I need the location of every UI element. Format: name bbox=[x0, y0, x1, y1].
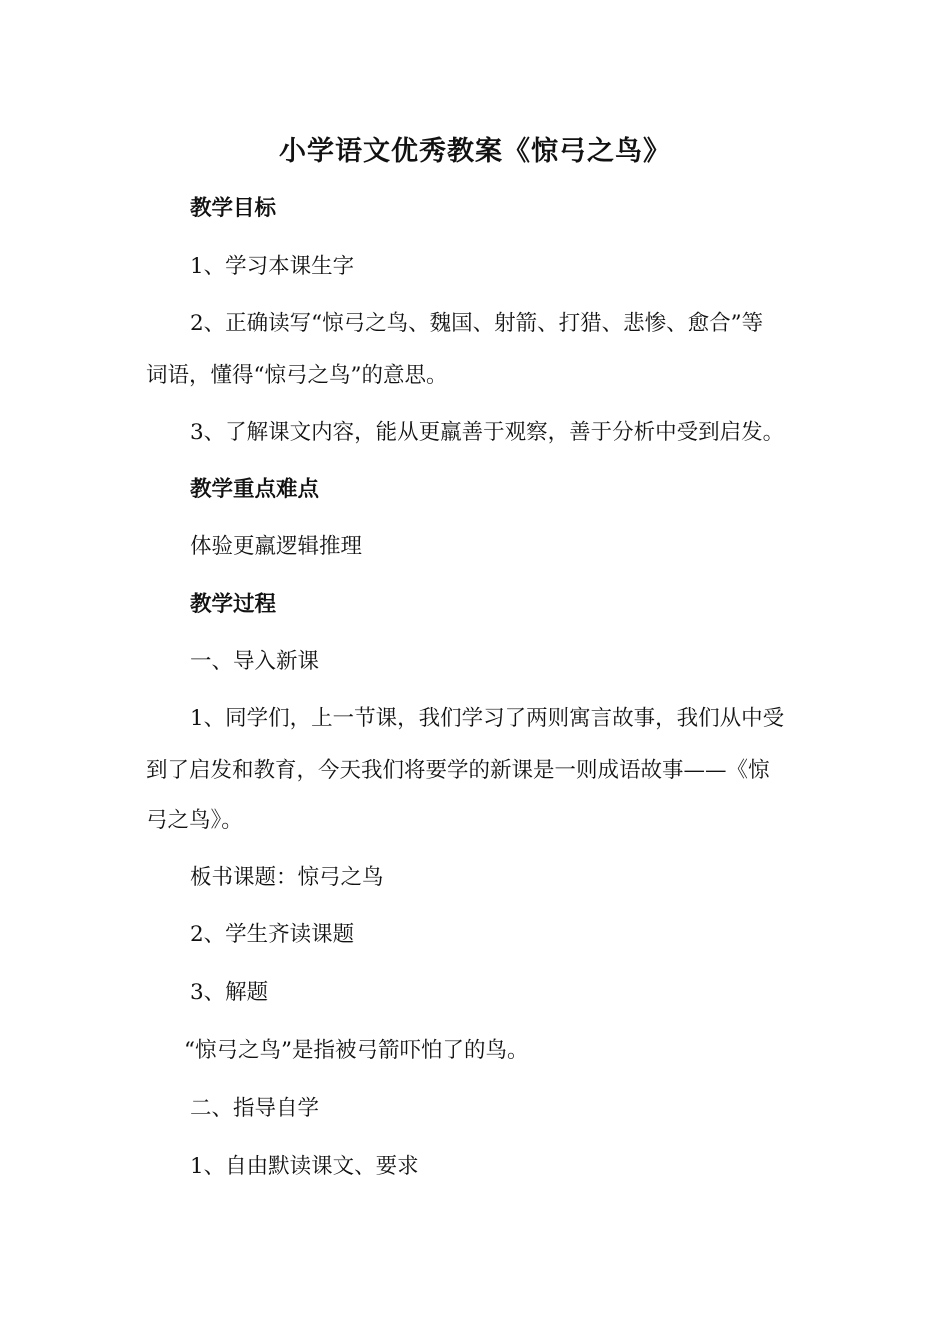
intro-paragraph-line-2: 到了启发和教育，今天我们将要学的新课是一则成语故事——《惊 bbox=[146, 758, 770, 783]
board-title-text: 板书课题：惊弓之鸟 bbox=[190, 865, 384, 890]
page-title: 小学语文优秀教案《惊弓之鸟》 bbox=[279, 136, 671, 167]
step-2-text: 2、学生齐读课题 bbox=[190, 922, 355, 947]
key-points-text: 体验更羸逻辑推理 bbox=[190, 534, 363, 559]
goal-item-2-line-2: 词语，懂得“惊弓之鸟”的意思。 bbox=[146, 363, 448, 388]
goal-item-2-line-1: 2、正确读写“惊弓之鸟、魏国、射箭、打猎、悲惨、愈合”等 bbox=[190, 311, 764, 336]
section-heading-key-points: 教学重点难点 bbox=[190, 477, 320, 502]
section-heading-goals: 教学目标 bbox=[190, 196, 277, 221]
intro-paragraph-line-1: 1、同学们，上一节课，我们学习了两则寓言故事，我们从中受 bbox=[190, 706, 785, 731]
goal-item-3: 3、了解课文内容，能从更羸善于观察，善于分析中受到启发。 bbox=[190, 420, 785, 445]
section-heading-process: 教学过程 bbox=[190, 592, 277, 617]
part-heading-1: 一、导入新课 bbox=[190, 649, 320, 674]
step-3-text: 3、解题 bbox=[190, 980, 269, 1005]
intro-paragraph-line-3: 弓之鸟》。 bbox=[146, 808, 243, 833]
explanation-text: “惊弓之鸟”是指被弓箭吓怕了的鸟。 bbox=[184, 1038, 529, 1063]
part-heading-2: 二、指导自学 bbox=[190, 1096, 320, 1121]
goal-item-1: 1、学习本课生字 bbox=[190, 254, 355, 279]
self-study-item-1: 1、自由默读课文、要求 bbox=[190, 1154, 419, 1179]
